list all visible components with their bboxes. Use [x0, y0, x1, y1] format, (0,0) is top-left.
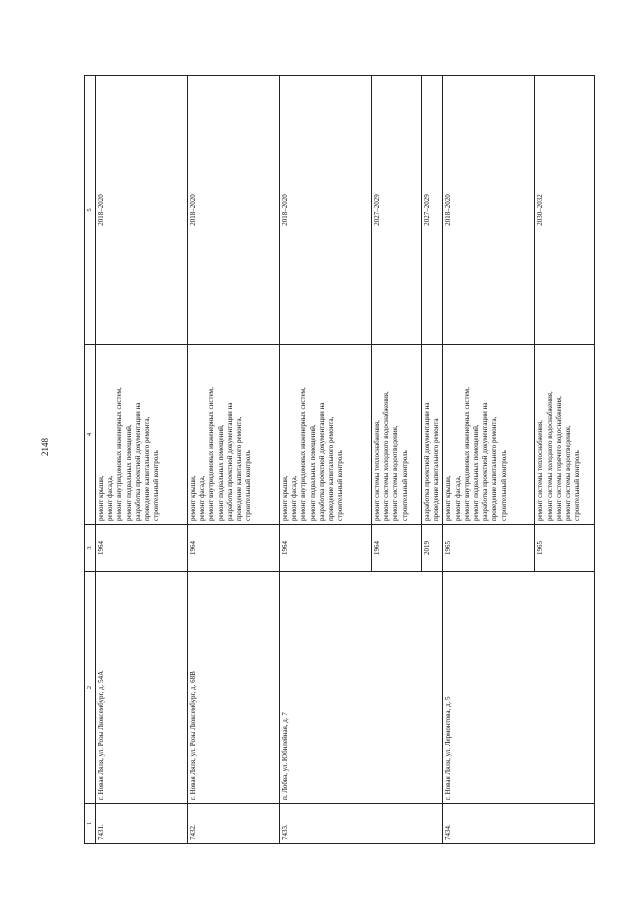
works-cell: ремонт крыши, ремонт фасада, ремонт внутридомовых инженерных систем, ремонт подвальных помещений, разработка проектной документации на проведение капитального ремонта, строительный контроль	[443, 345, 535, 525]
period-cell: 2030–2032	[535, 76, 595, 345]
address-cell: г. Новая Ляля, ул. Розы Люксембург, д. 68В	[188, 572, 280, 804]
header-cell: 5	[85, 76, 96, 345]
works-cell: ремонт крыши, ремонт фасада, ремонт внутридомовых инженерных систем, ремонт подвальных помещений, разработка проектной документации на проведение капитального ремонта, строительный контроль	[280, 345, 372, 525]
year-cell: 2019	[422, 525, 443, 572]
table-row	[188, 76, 280, 844]
table-row	[280, 76, 372, 844]
period-cell: 2018–2020	[280, 76, 372, 345]
row-number: 7431.	[96, 804, 188, 844]
address-cell: г. Новая Ляля, ул. Лермонтова, д. 5	[443, 572, 595, 804]
year-cell: 1964	[280, 525, 372, 572]
year-cell: 1964	[188, 525, 280, 572]
works-cell: разработка проектной документации на проведение капитального ремонта	[422, 345, 443, 525]
year-cell: 1965	[535, 525, 595, 572]
header-cell: 3	[85, 525, 96, 572]
period-cell: 2018–2020	[188, 76, 280, 345]
header-cell: 1	[85, 804, 96, 844]
period-cell: 2018–2020	[443, 76, 535, 345]
header-cell: 2	[85, 572, 96, 804]
works-cell: ремонт крыши, ремонт фасада, ремонт внутридомовых инженерных систем, ремонт подвальных помещений, разработка проектной документации на проведение капитального ремонта, строительный контроль	[188, 345, 280, 525]
year-cell: 1965	[443, 525, 535, 572]
table-row	[96, 76, 188, 844]
works-cell: ремонт системы теплоснабжения, ремонт системы холодного водоснабжения, ремонт системы водоотведения, строительный контроль	[372, 345, 422, 525]
row-number: 7432.	[188, 804, 280, 844]
header-cell: 4	[85, 345, 96, 525]
row-number: 7433.	[280, 804, 443, 844]
header-row	[85, 76, 96, 844]
year-cell: 1964	[372, 525, 422, 572]
row-number: 7434.	[443, 804, 595, 844]
period-cell: 2018–2020	[96, 76, 188, 345]
address-cell: г. Новая Ляля, ул. Розы Люксембург, д. 54А	[96, 572, 188, 804]
works-cell: ремонт системы теплоснабжения, ремонт системы холодного водоснабжения, ремонт системы горячего водоснабжения, ремонт системы водоотведения, строительный контроль	[535, 345, 595, 525]
address-cell: п. Лобва, ул. Юбилейная, д. 7	[280, 572, 443, 804]
works-cell: ремонт крыши, ремонт фасада, ремонт внутридомовых инженерных систем, ремонт подвальных помещений, разработка проектной документации на проведение капитального ремонта, строительный контроль	[96, 345, 188, 525]
period-cell: 2027–2029	[422, 76, 443, 345]
period-cell: 2027–2029	[372, 76, 422, 345]
year-cell: 1964	[96, 525, 188, 572]
table-row	[443, 76, 535, 844]
repair-schedule-table	[84, 75, 595, 844]
page-number: 2148	[40, 438, 50, 456]
rotated-table-wrapper	[84, 76, 590, 844]
